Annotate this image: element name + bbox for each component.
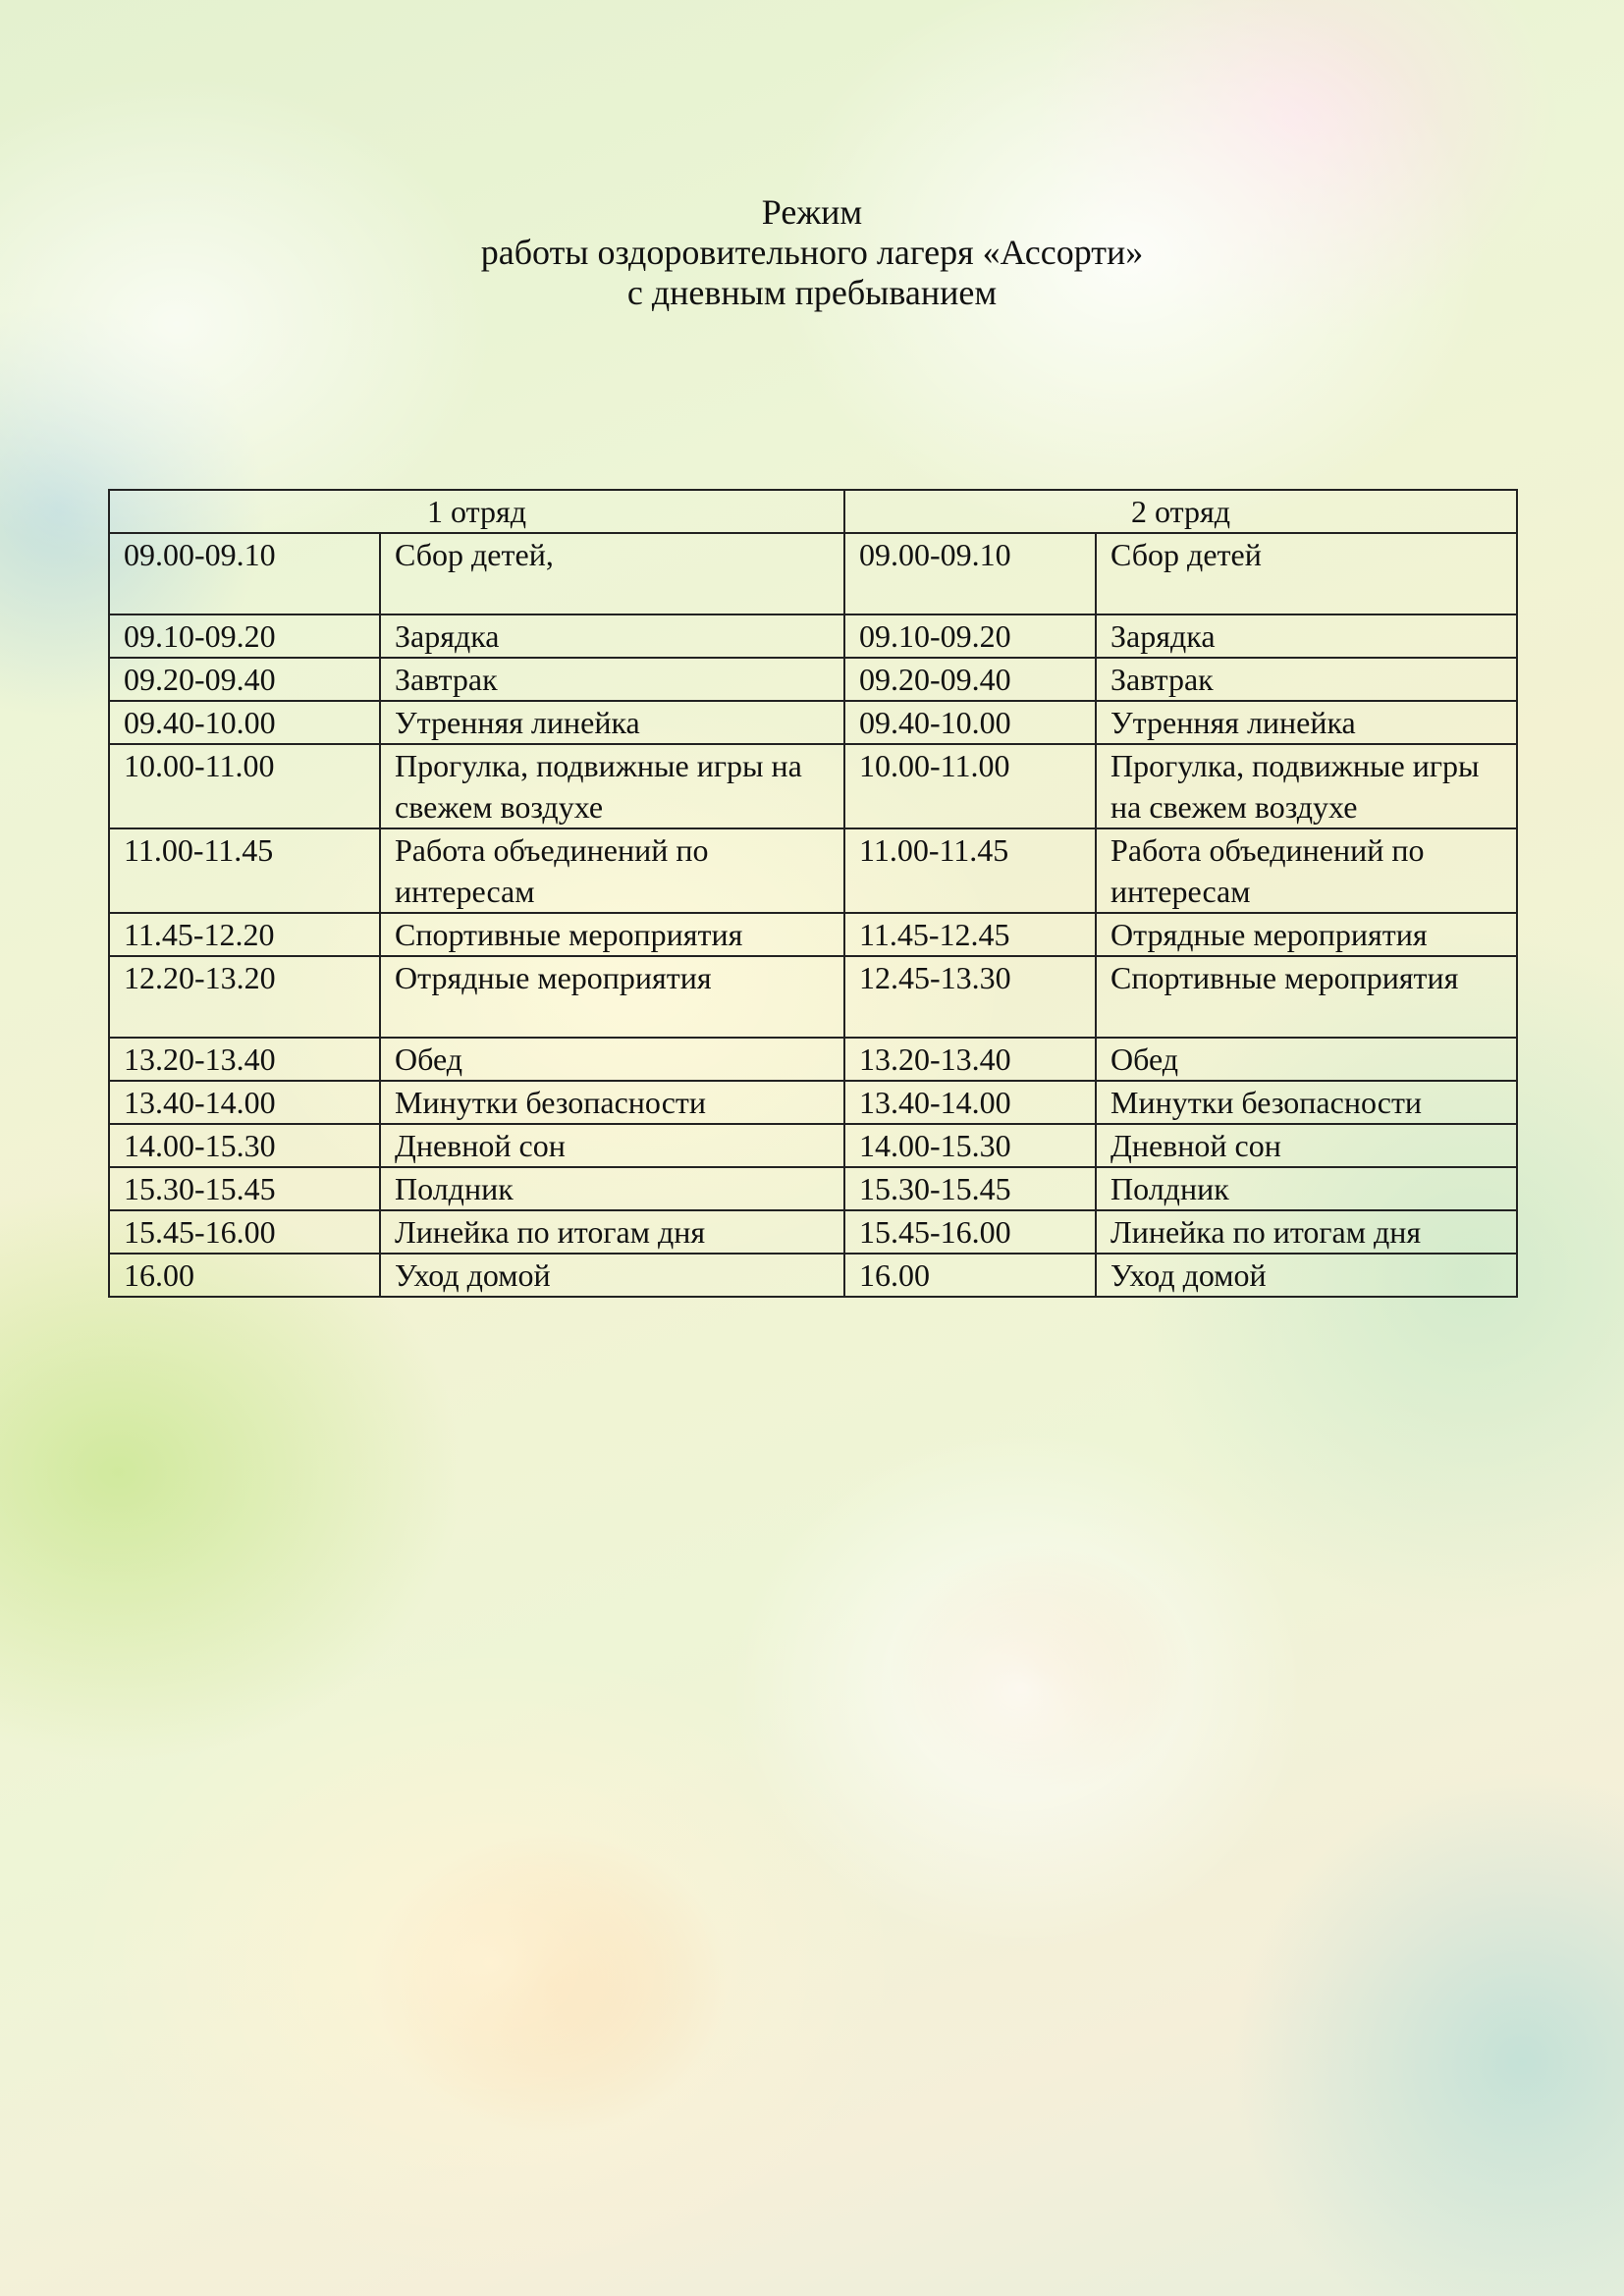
- activity-cell-squad-1: Дневной сон: [380, 1124, 844, 1167]
- activity-cell-squad-1: Уход домой: [380, 1254, 844, 1297]
- table-row: [109, 658, 1517, 701]
- time-cell-squad-2: 16.00: [844, 1254, 1096, 1297]
- table-row: [109, 1081, 1517, 1124]
- time-cell-squad-1: 12.20-13.20: [109, 956, 380, 1038]
- table-row: [109, 1210, 1517, 1254]
- activity-cell-squad-2: Линейка по итогам дня: [1096, 1210, 1517, 1254]
- table-header-row: [109, 490, 1517, 533]
- title-line-1: Режим: [761, 192, 863, 232]
- header-squad-1: 1 отряд: [109, 490, 844, 533]
- time-cell-squad-2: 15.30-15.45: [844, 1167, 1096, 1210]
- time-cell-squad-2: 09.40-10.00: [844, 701, 1096, 744]
- table-row: [109, 744, 1517, 828]
- time-cell-squad-1: 10.00-11.00: [109, 744, 380, 828]
- time-cell-squad-1: 15.30-15.45: [109, 1167, 380, 1210]
- time-cell-squad-2: 14.00-15.30: [844, 1124, 1096, 1167]
- activity-cell-squad-2: Дневной сон: [1096, 1124, 1517, 1167]
- activity-cell-squad-2: Спортивные мероприятия: [1096, 956, 1517, 1038]
- time-cell-squad-2: 09.00-09.10: [844, 533, 1096, 614]
- activity-cell-squad-2: Прогулка, подвижные игры на свежем воздухе: [1096, 744, 1517, 828]
- title-line-2: работы оздоровительного лагеря «Ассорти»: [480, 233, 1144, 272]
- table-row: [109, 828, 1517, 913]
- activity-cell-squad-2: Сбор детей: [1096, 533, 1517, 614]
- document-title: [0, 192, 1624, 313]
- time-cell-squad-1: 16.00: [109, 1254, 380, 1297]
- time-cell-squad-1: 15.45-16.00: [109, 1210, 380, 1254]
- activity-cell-squad-2: Зарядка: [1096, 614, 1517, 658]
- table-row: [109, 1038, 1517, 1081]
- activity-cell-squad-2: Работа объединений по интересам: [1096, 828, 1517, 913]
- activity-cell-squad-1: Линейка по итогам дня: [380, 1210, 844, 1254]
- activity-cell-squad-1: Минутки безопасности: [380, 1081, 844, 1124]
- time-cell-squad-2: 09.20-09.40: [844, 658, 1096, 701]
- time-cell-squad-1: 13.40-14.00: [109, 1081, 380, 1124]
- time-cell-squad-2: 12.45-13.30: [844, 956, 1096, 1038]
- time-cell-squad-2: 10.00-11.00: [844, 744, 1096, 828]
- activity-cell-squad-1: Обед: [380, 1038, 844, 1081]
- time-cell-squad-2: 13.20-13.40: [844, 1038, 1096, 1081]
- time-cell-squad-2: 11.45-12.45: [844, 913, 1096, 956]
- time-cell-squad-2: 13.40-14.00: [844, 1081, 1096, 1124]
- table-row: [109, 956, 1517, 1038]
- activity-cell-squad-1: Работа объединений по интересам: [380, 828, 844, 913]
- activity-cell-squad-2: Отрядные мероприятия: [1096, 913, 1517, 956]
- activity-cell-squad-1: Сбор детей,: [380, 533, 844, 614]
- activity-cell-squad-2: Обед: [1096, 1038, 1517, 1081]
- activity-cell-squad-2: Минутки безопасности: [1096, 1081, 1517, 1124]
- activity-cell-squad-2: Утренняя линейка: [1096, 701, 1517, 744]
- time-cell-squad-2: 09.10-09.20: [844, 614, 1096, 658]
- table-row: [109, 614, 1517, 658]
- activity-cell-squad-2: Завтрак: [1096, 658, 1517, 701]
- activity-cell-squad-1: Спортивные мероприятия: [380, 913, 844, 956]
- table-row: [109, 701, 1517, 744]
- activity-cell-squad-1: Утренняя линейка: [380, 701, 844, 744]
- time-cell-squad-1: 09.40-10.00: [109, 701, 380, 744]
- activity-cell-squad-2: Полдник: [1096, 1167, 1517, 1210]
- time-cell-squad-1: 13.20-13.40: [109, 1038, 380, 1081]
- time-cell-squad-1: 14.00-15.30: [109, 1124, 380, 1167]
- title-line-3: с дневным пребыванием: [626, 273, 998, 312]
- activity-cell-squad-1: Полдник: [380, 1167, 844, 1210]
- table-row: [109, 1254, 1517, 1297]
- table-row: [109, 1124, 1517, 1167]
- activity-cell-squad-2: Уход домой: [1096, 1254, 1517, 1297]
- activity-cell-squad-1: Отрядные мероприятия: [380, 956, 844, 1038]
- schedule-table: [108, 489, 1518, 1298]
- header-squad-2: 2 отряд: [844, 490, 1517, 533]
- time-cell-squad-2: 15.45-16.00: [844, 1210, 1096, 1254]
- table-row: [109, 913, 1517, 956]
- time-cell-squad-1: 11.00-11.45: [109, 828, 380, 913]
- activity-cell-squad-1: Завтрак: [380, 658, 844, 701]
- activity-cell-squad-1: Зарядка: [380, 614, 844, 658]
- time-cell-squad-1: 09.20-09.40: [109, 658, 380, 701]
- table-row: [109, 533, 1517, 614]
- table-row: [109, 1167, 1517, 1210]
- time-cell-squad-1: 09.00-09.10: [109, 533, 380, 614]
- time-cell-squad-2: 11.00-11.45: [844, 828, 1096, 913]
- time-cell-squad-1: 09.10-09.20: [109, 614, 380, 658]
- time-cell-squad-1: 11.45-12.20: [109, 913, 380, 956]
- activity-cell-squad-1: Прогулка, подвижные игры на свежем воздухе: [380, 744, 844, 828]
